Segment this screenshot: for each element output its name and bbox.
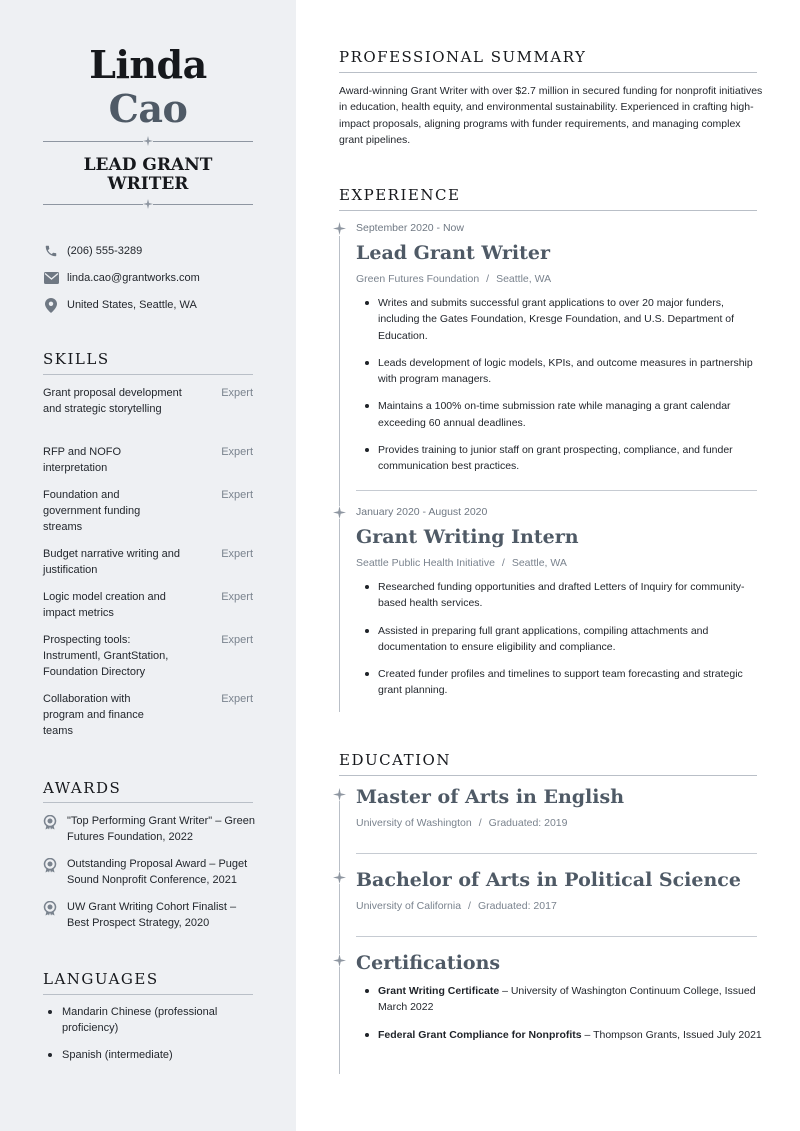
sidebar	[0, 0, 296, 1131]
skill-item	[43, 691, 253, 739]
job-title-line-1: LEAD GRANT	[83, 155, 213, 175]
certification-name: Federal Grant Compliance for Nonprofits	[378, 1028, 582, 1041]
degree-details	[356, 817, 567, 829]
medal-icon	[43, 899, 59, 931]
separator: /	[478, 817, 482, 829]
experience-rule	[339, 210, 757, 211]
job-organization	[356, 273, 551, 285]
list-item: Writes and submits successful grant applications to over 20 major funders, including the Gates Foundation, Kresge Foundation, and U.S. Department of Education.	[365, 295, 765, 344]
bullet-dot	[48, 1053, 52, 1057]
certification-name: Grant Writing Certificate	[378, 985, 500, 997]
job-location: Seattle, WA	[511, 557, 567, 569]
envelope-icon	[43, 270, 59, 286]
award-item	[43, 856, 258, 888]
skill-level: Expert	[221, 693, 253, 705]
school-name: University of Washington	[356, 817, 472, 829]
skill-level: Expert	[221, 387, 253, 399]
certification-detail: – University of Washington Continuum College, Issued March 2022	[378, 985, 756, 1014]
job-bullets	[365, 579, 765, 710]
skill-level: Expert	[221, 634, 253, 646]
map-pin-icon	[43, 297, 59, 313]
education-heading: EDUCATION	[339, 751, 451, 769]
certifications-title: Certifications	[356, 952, 501, 974]
list-item: Assisted in preparing full grant applications, compiling attachments and documentation to ensure eligibility and compliance.	[365, 623, 765, 656]
awards-heading: AWARDS	[43, 779, 122, 797]
skill-item	[43, 385, 253, 417]
education-divider	[356, 853, 757, 854]
divider-star-icon	[143, 136, 153, 146]
contact-location	[43, 296, 263, 314]
divider-star-icon	[143, 199, 153, 209]
summary-rule	[339, 72, 757, 73]
certification-detail: – Thompson Grants, Issued July 2021	[581, 1028, 762, 1041]
job-title-line-2: WRITER	[107, 174, 189, 194]
school-name: University of California	[356, 900, 462, 912]
certification-list	[365, 983, 765, 1054]
awards-rule	[43, 802, 253, 803]
list-item: Researched funding opportunities and drafted Letters of Inquiry for community-based health services.	[365, 579, 765, 612]
language-text: Spanish (intermediate)	[62, 1049, 173, 1061]
language-item	[48, 1047, 253, 1063]
summary-text: Award-winning Grant Writer with over $2.7 million in secured funding for nonprofit initiatives in education, health equity, and environmental sustainability. Experienced in crafting high-impact proposals, aligning programs with funder requirements, and managing complex grant pipelines.	[339, 85, 763, 146]
job-role: Lead Grant Writer	[356, 242, 550, 264]
skill-name: Grant proposal development and strategic storytelling	[43, 387, 182, 415]
skill-item	[43, 444, 253, 476]
language-text: Mandarin Chinese (professional proficiency)	[62, 1006, 218, 1034]
list-item	[365, 983, 765, 1016]
main-content	[296, 0, 800, 1131]
phone-icon	[43, 243, 59, 259]
four-point-star-icon	[333, 788, 346, 801]
award-item	[43, 813, 258, 845]
four-point-star-icon	[333, 506, 346, 519]
education-rule	[339, 775, 757, 776]
list-item: Leads development of logic models, KPIs, and outcome measures in partnership with program managers.	[365, 355, 765, 388]
four-point-star-icon	[333, 222, 346, 235]
skills-heading: SKILLS	[43, 350, 110, 368]
four-point-star-icon	[333, 871, 346, 884]
skill-level: Expert	[221, 591, 253, 603]
skill-level: Expert	[221, 489, 253, 501]
job-divider	[356, 490, 757, 491]
job-date: January 2020 - August 2020	[356, 506, 488, 518]
location: United States, Seattle, WA	[67, 299, 197, 311]
experience-heading: EXPERIENCE	[339, 186, 461, 204]
language-item	[48, 1004, 253, 1036]
email-address: linda.cao@grantworks.com	[67, 272, 200, 284]
list-item: Maintains a 100% on-time submission rate while managing a grant calendar exceeding 60 annual deadlines.	[365, 398, 765, 431]
skill-item	[43, 632, 253, 680]
job-date: September 2020 - Now	[356, 222, 464, 234]
award-text: "Top Performing Grant Writer" – Green Futures Foundation, 2022	[67, 815, 255, 843]
skill-name: Prospecting tools: Instrumentl, GrantStation, Foundation Directory	[43, 634, 169, 678]
skill-level: Expert	[221, 548, 253, 560]
skills-rule	[43, 374, 253, 375]
list-item	[365, 1027, 765, 1043]
education-divider	[356, 936, 757, 937]
graduation: Graduated: 2017	[477, 900, 557, 912]
organization-name: Green Futures Foundation	[356, 273, 480, 285]
job-role: Grant Writing Intern	[356, 526, 579, 548]
medal-icon	[43, 813, 59, 845]
list-item: Created funder profiles and timelines to support team forecasting and strategic grant planning.	[365, 666, 765, 699]
separator: /	[486, 273, 490, 285]
skill-name: Foundation and government funding streams	[43, 489, 141, 533]
medal-icon	[43, 856, 59, 888]
skill-item	[43, 487, 253, 535]
organization-name: Seattle Public Health Initiative	[356, 557, 495, 569]
skill-name: RFP and NOFO interpretation	[43, 446, 122, 474]
job-organization	[356, 557, 567, 569]
skill-level: Expert	[221, 446, 253, 458]
experience-timeline	[339, 236, 340, 712]
skill-name: Collaboration with program and finance teams	[43, 693, 144, 737]
job-title	[43, 156, 253, 194]
phone-number: (206) 555-3289	[67, 245, 143, 257]
skill-item	[43, 546, 253, 578]
award-item	[43, 899, 258, 931]
contact-phone	[43, 242, 263, 260]
skill-name: Budget narrative writing and justification	[43, 548, 180, 576]
degree-title: Bachelor of Arts in Political Science	[356, 869, 741, 891]
bullet-dot	[48, 1010, 52, 1014]
list-item: Provides training to junior staff on grant prospecting, compliance, and funder communication best practices.	[365, 442, 765, 475]
degree-details	[356, 900, 557, 912]
separator: /	[468, 900, 471, 912]
skill-item	[43, 589, 253, 621]
graduation: Graduated: 2019	[488, 817, 568, 829]
education-timeline	[339, 794, 340, 1074]
degree-title: Master of Arts in English	[356, 786, 625, 808]
separator: /	[501, 557, 505, 569]
job-location: Seattle, WA	[496, 273, 552, 285]
award-text: Outstanding Proposal Award – Puget Sound Nonprofit Conference, 2021	[67, 858, 248, 886]
award-text: UW Grant Writing Cohort Finalist – Best Prospect Strategy, 2020	[67, 901, 237, 929]
languages-rule	[43, 994, 253, 995]
four-point-star-icon	[333, 954, 346, 967]
summary-heading: PROFESSIONAL SUMMARY	[339, 48, 587, 66]
first-name: Linda	[89, 42, 207, 87]
skill-name: Logic model creation and impact metrics	[43, 591, 166, 619]
last-name: Cao	[108, 86, 188, 131]
languages-heading: LANGUAGES	[43, 970, 159, 988]
job-bullets	[365, 295, 765, 486]
contact-email	[43, 269, 263, 287]
